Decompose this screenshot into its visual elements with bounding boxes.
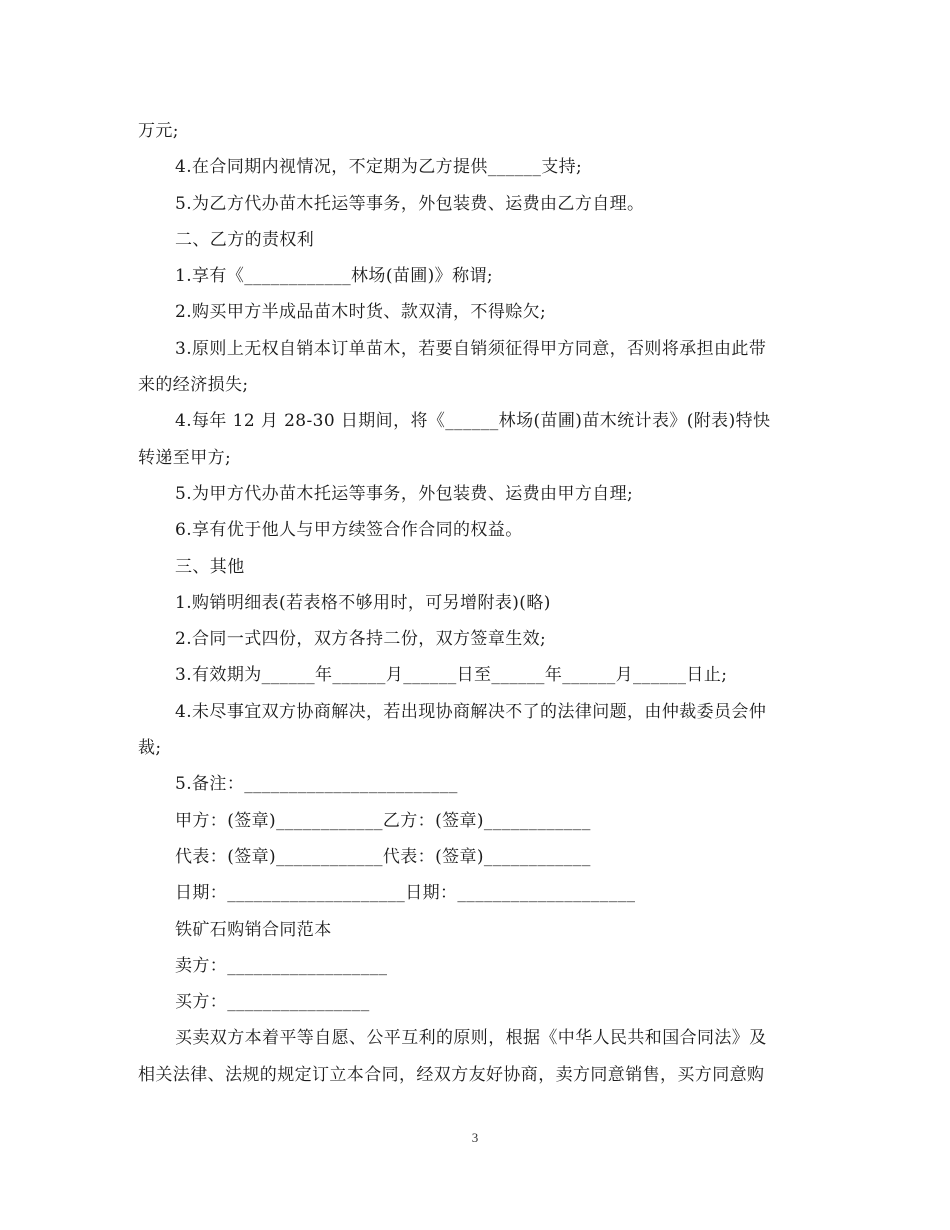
text-line: 日期：____________________日期：____________________ — [175, 883, 636, 904]
page-number: 3 — [471, 1130, 479, 1145]
text-line: 2.合同一式四份，双方各持二份，双方签章生效; — [175, 629, 547, 650]
text-line: 3.原则上无权自销本订单苗木，若要自销须征得甲方同意，否则将承担由此带 — [175, 338, 767, 359]
text-line: 甲方：(签章)____________乙方：(签章)____________ — [175, 810, 591, 831]
text-line: 三、其他 — [175, 556, 245, 577]
text-line: 5.为甲方代办苗木托运等事务，外包装费、运费由甲方自理; — [175, 483, 634, 504]
text-line: 来的经济损失; — [138, 375, 249, 396]
text-line: 裁; — [138, 738, 162, 759]
text-line: 4.在合同期内视情况，不定期为乙方提供______支持; — [175, 157, 583, 178]
text-line: 2.购买甲方半成品苗木时货、款双清，不得赊欠; — [175, 302, 547, 323]
text-line: 4.未尽事宜双方协商解决，若出现协商解决不了的法律问题，由仲裁委员会仲 — [175, 701, 767, 722]
text-line: 4.每年 12 月 28-30 日期间，将《______林场(苗圃)苗木统计表》(附表)特快 — [175, 411, 771, 432]
text-line: 5.为乙方代办苗木托运等事务，外包装费、运费由乙方自理。 — [175, 193, 645, 214]
text-line: 相关法律、法规的规定订立本合同，经双方友好协商，卖方同意销售，买方同意购 — [138, 1064, 765, 1085]
text-line: 转递至甲方; — [138, 447, 232, 468]
text-line: 买方：________________ — [175, 992, 370, 1013]
text-line: 代表：(签章)____________代表：(签章)____________ — [175, 846, 591, 867]
text-line: 买卖双方本着平等自愿、公平互利的原则，根据《中华人民共和国合同法》及 — [175, 1028, 767, 1049]
text-line: 铁矿石购销合同范本 — [175, 919, 332, 940]
text-line: 1.享有《____________林场(苗圃)》称谓; — [175, 266, 494, 287]
text-line: 万元; — [138, 121, 179, 141]
text-line: 5.备注：________________________ — [175, 774, 458, 795]
text-line: 1.购销明细表(若表格不够用时，可另增附表)(略) — [175, 592, 551, 613]
document-body — [138, 113, 814, 1093]
text-line: 二、乙方的责权利 — [175, 229, 315, 250]
text-line: 卖方：__________________ — [175, 955, 388, 976]
text-line: 6.享有优于他人与甲方续签合作合同的权益。 — [175, 520, 523, 541]
text-line: 3.有效期为______年______月______日至______年______月______日止; — [175, 665, 728, 686]
